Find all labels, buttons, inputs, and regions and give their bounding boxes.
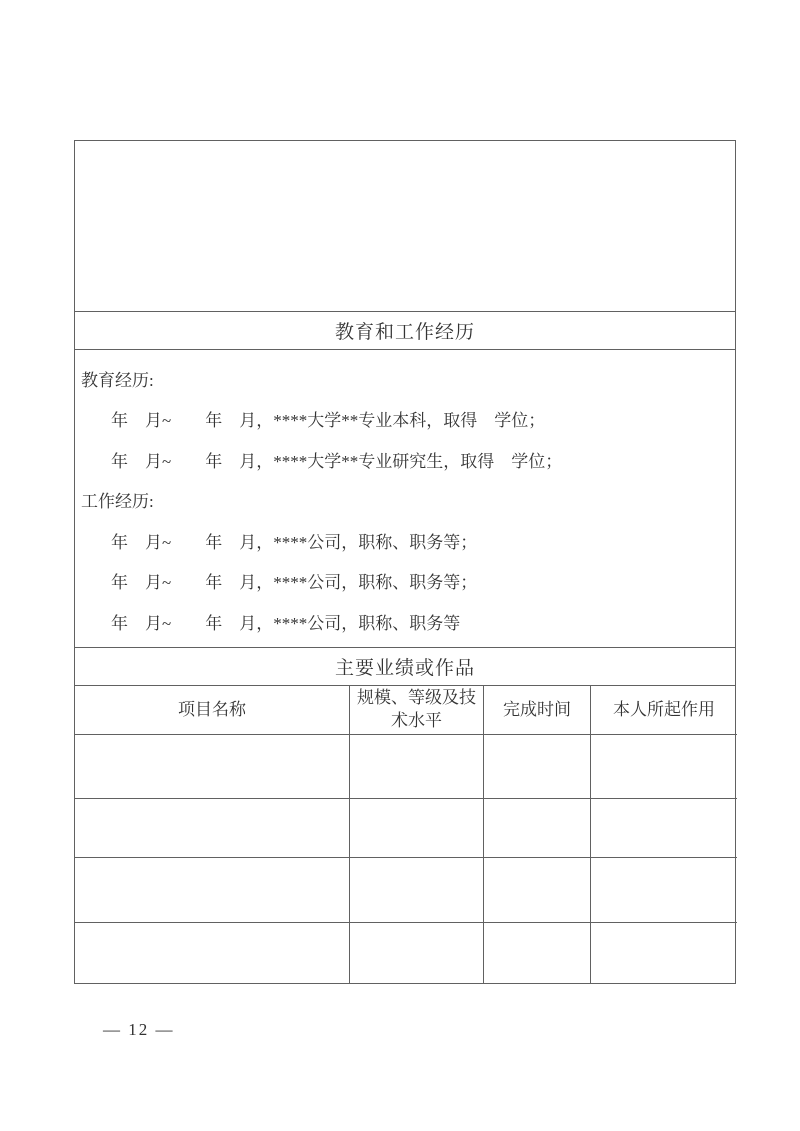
- work-label: 工作经历:: [81, 492, 154, 512]
- table-cell: [483, 734, 590, 798]
- table-cell: [590, 798, 737, 857]
- table-cell: [483, 798, 590, 857]
- table-cell: [349, 734, 483, 798]
- table-cell: [483, 857, 590, 922]
- education-work-section-header: 教育和工作经历: [75, 311, 735, 349]
- page-number: — 12 —: [103, 1020, 175, 1039]
- table-cell: [75, 857, 349, 922]
- column-header-completion-time: 完成时间: [483, 686, 590, 734]
- column-header-personal-role: 本人所起作用: [590, 686, 737, 734]
- table-cell: [590, 857, 737, 922]
- table-cell: [590, 734, 737, 798]
- work-line: 年 月~ 年 月，****公司，职称、职务等；: [111, 573, 478, 593]
- education-line: 年 月~ 年 月，****大学**专业本科，取得 学位；: [111, 411, 546, 431]
- column-header-project-name: 项目名称: [178, 699, 246, 719]
- table-cell: [349, 857, 483, 922]
- education-work-content-cell: [75, 349, 735, 647]
- achievements-section-header: 主要业绩或作品: [75, 647, 735, 685]
- education-label: 教育经历:: [81, 370, 154, 390]
- table-cell: [349, 922, 483, 983]
- education-line: 年 月~ 年 月，****大学**专业研究生，取得 学位；: [111, 451, 563, 471]
- achievements-table: [75, 685, 735, 983]
- table-cell: [75, 798, 349, 857]
- empty-continuation-cell: [75, 141, 735, 311]
- form-table: [74, 140, 736, 984]
- table-cell: [483, 922, 590, 983]
- table-cell: [349, 798, 483, 857]
- work-line: 年 月~ 年 月，****公司，职称、职务等: [111, 613, 461, 633]
- table-cell: [75, 922, 349, 983]
- column-header-scale-grade-level: 规模、等级及技术水平: [349, 686, 483, 734]
- table-cell: [75, 734, 349, 798]
- table-cell: [590, 922, 737, 983]
- work-line: 年 月~ 年 月，****公司，职称、职务等；: [111, 532, 478, 552]
